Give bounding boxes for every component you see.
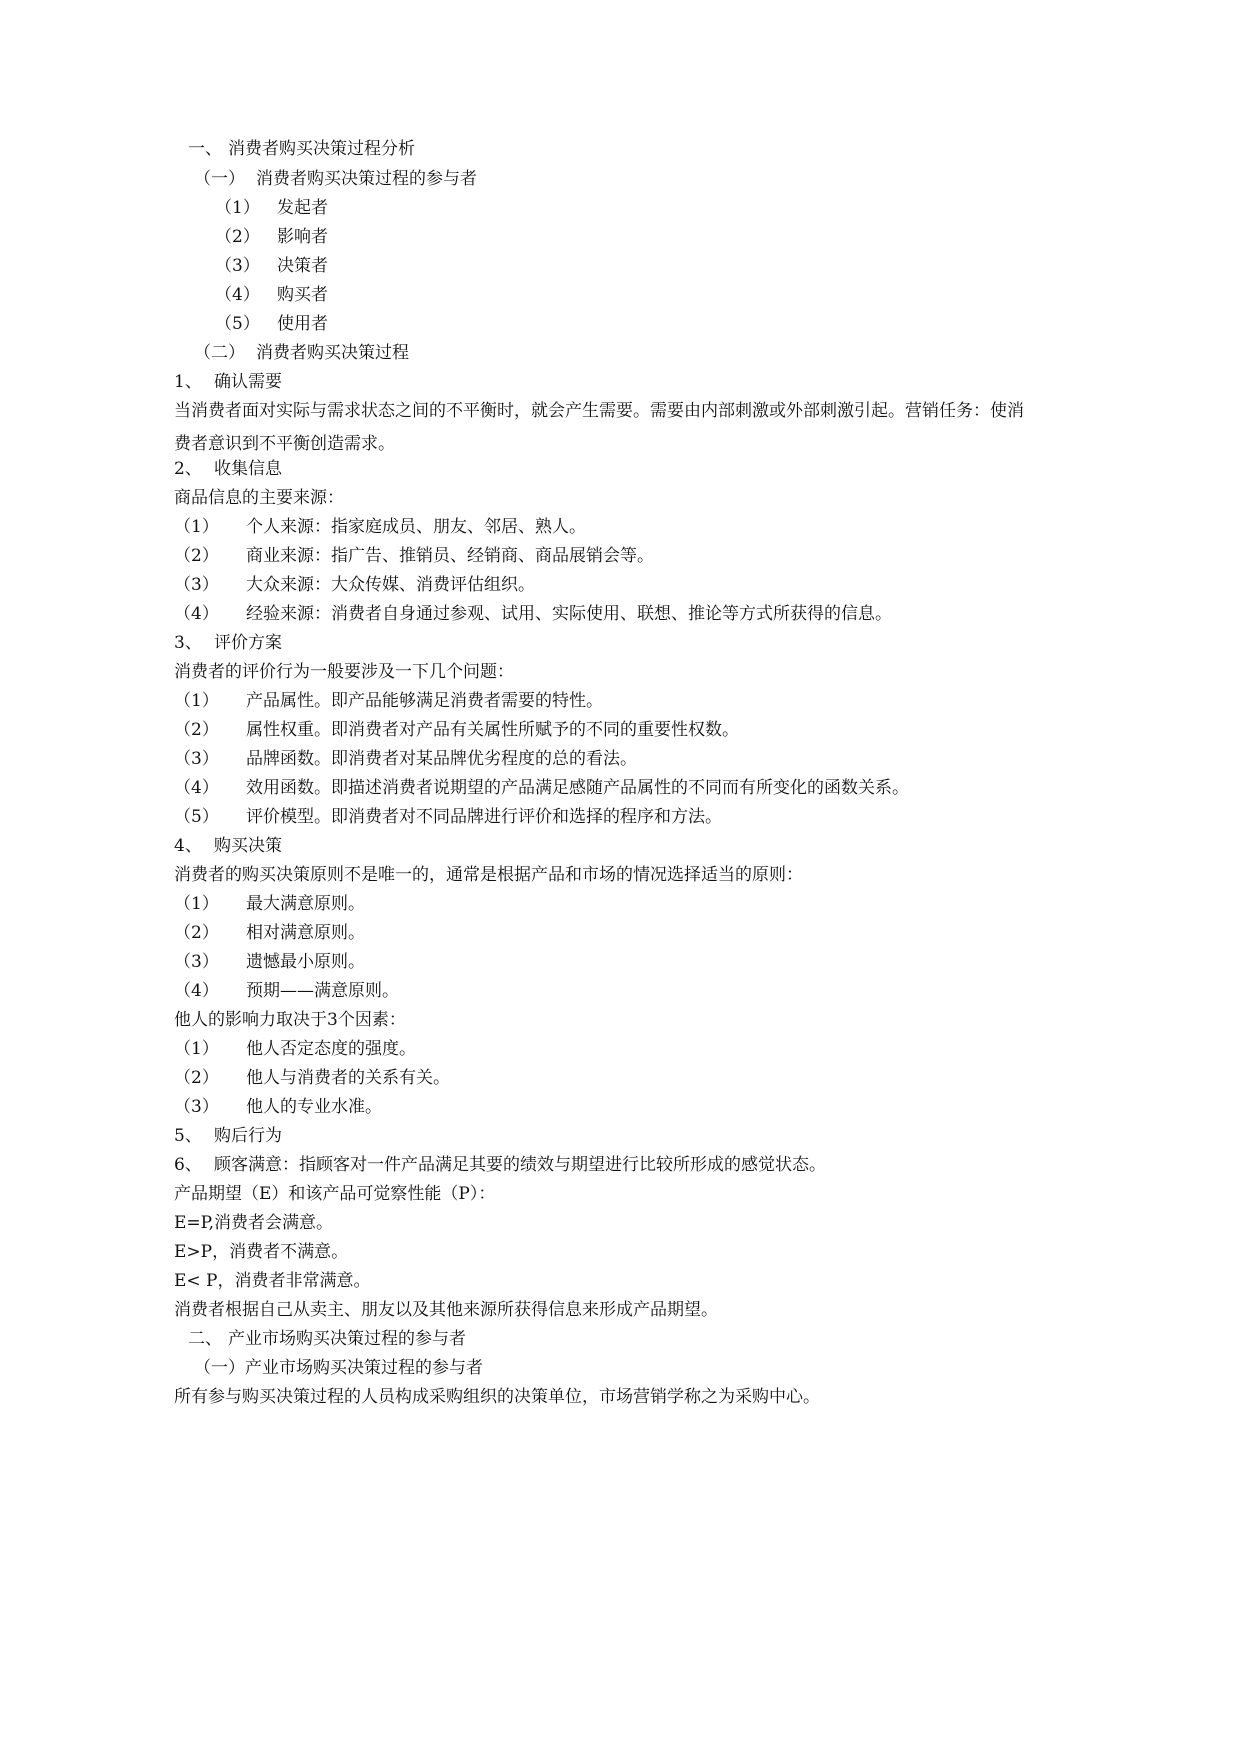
list-marker: 3、 bbox=[174, 633, 202, 653]
section-heading bbox=[188, 1328, 466, 1350]
list-marker: （4） bbox=[174, 778, 219, 798]
paragraph: 商品信息的主要来源： bbox=[174, 488, 344, 508]
list-item bbox=[174, 777, 909, 799]
heading-text: 消费者购买决策过程的参与者 bbox=[256, 169, 477, 189]
list-marker: （1） bbox=[174, 691, 219, 711]
list-text: 效用函数。即描述消费者说期望的产品满足感随产品属性的不同而有所变化的函数关系。 bbox=[246, 778, 909, 798]
heading-text: 消费者购买决策过程分析 bbox=[228, 139, 415, 159]
list-item bbox=[174, 922, 365, 944]
list-text: 评价模型。即消费者对不同品牌进行评价和选择的程序和方法。 bbox=[246, 807, 722, 827]
list-marker: （1） bbox=[174, 517, 219, 537]
list-marker: （1） bbox=[174, 894, 219, 914]
list-marker: （5） bbox=[215, 314, 260, 334]
paragraph: 产品期望（E）和该产品可觉察性能（P）： bbox=[174, 1184, 496, 1204]
list-marker: （3） bbox=[174, 952, 219, 972]
heading-text: 消费者购买决策过程 bbox=[256, 343, 409, 363]
list-item bbox=[174, 748, 637, 770]
list-text: 他人的专业水准。 bbox=[246, 1097, 382, 1117]
paragraph: E< P，消费者非常满意。 bbox=[174, 1271, 371, 1291]
heading-text: 收集信息 bbox=[214, 459, 282, 479]
list-marker: （4） bbox=[174, 981, 219, 1001]
list-text: 他人与消费者的关系有关。 bbox=[246, 1068, 450, 1088]
list-item bbox=[174, 1038, 416, 1060]
list-marker: （1） bbox=[174, 1039, 219, 1059]
list-item bbox=[174, 893, 365, 915]
list-item bbox=[215, 255, 328, 277]
list-text: 决策者 bbox=[277, 256, 328, 276]
list-marker: 4、 bbox=[174, 836, 202, 856]
list-marker: （3） bbox=[174, 575, 219, 595]
list-marker: （5） bbox=[174, 807, 219, 827]
paragraph: E>P，消费者不满意。 bbox=[174, 1242, 349, 1262]
list-marker: （2） bbox=[174, 923, 219, 943]
list-marker: （4） bbox=[174, 604, 219, 624]
step-heading bbox=[174, 1125, 282, 1147]
list-item bbox=[174, 719, 739, 741]
list-text: 预期——满意原则。 bbox=[246, 981, 399, 1001]
list-marker: （4） bbox=[215, 285, 260, 305]
list-item bbox=[174, 951, 365, 973]
list-marker: （2） bbox=[174, 1068, 219, 1088]
list-item bbox=[174, 545, 654, 567]
step-heading bbox=[174, 371, 282, 393]
step-heading bbox=[174, 632, 282, 654]
list-item bbox=[174, 980, 399, 1002]
list-text: 遗憾最小原则。 bbox=[246, 952, 365, 972]
list-text: 产品属性。即产品能够满足消费者需要的特性。 bbox=[246, 691, 603, 711]
heading-text: 评价方案 bbox=[214, 633, 282, 653]
list-item bbox=[174, 603, 892, 625]
list-item bbox=[174, 1096, 382, 1118]
paragraph: E=P,消费者会满意。 bbox=[174, 1213, 334, 1233]
list-item bbox=[174, 806, 722, 828]
list-marker: 二、 bbox=[188, 1329, 222, 1349]
list-text: 大众来源：大众传媒、消费评估组织。 bbox=[246, 575, 535, 595]
subsection-heading bbox=[194, 168, 477, 190]
list-item bbox=[174, 690, 603, 712]
list-item bbox=[215, 313, 328, 335]
list-text: 商业来源：指广告、推销员、经销商、商品展销会等。 bbox=[246, 546, 654, 566]
paragraph: 消费者根据自己从卖主、朋友以及其他来源所获得信息来形成产品期望。 bbox=[174, 1300, 718, 1320]
list-text: 经验来源：消费者自身通过参观、试用、实际使用、联想、推论等方式所获得的信息。 bbox=[246, 604, 892, 624]
subsection-heading: （一）产业市场购买决策过程的参与者 bbox=[194, 1358, 483, 1378]
subsection-heading bbox=[194, 342, 409, 364]
paragraph: 当消费者面对实际与需求状态之间的不平衡时，就会产生需要。需要由内部刺激或外部刺激引起。营销任务：使消费者意识到不平衡创造需求。 bbox=[174, 401, 1024, 454]
heading-text: 产业市场购买决策过程的参与者 bbox=[228, 1329, 466, 1349]
list-marker: 2、 bbox=[174, 459, 202, 479]
list-item bbox=[215, 284, 328, 306]
list-marker: （2） bbox=[174, 546, 219, 566]
list-item bbox=[215, 226, 328, 248]
list-item bbox=[174, 516, 586, 538]
list-text: 属性权重。即消费者对产品有关属性所赋予的不同的重要性权数。 bbox=[246, 720, 739, 740]
paragraph: 消费者的评价行为一般要涉及一下几个问题： bbox=[174, 662, 514, 682]
list-text: 个人来源：指家庭成员、朋友、邻居、熟人。 bbox=[246, 517, 586, 537]
paragraph: 所有参与购买决策过程的人员构成采购组织的决策单位，市场营销学称之为采购中心。 bbox=[174, 1387, 820, 1407]
list-marker: （1） bbox=[215, 198, 260, 218]
list-text: 最大满意原则。 bbox=[246, 894, 365, 914]
list-item bbox=[215, 197, 328, 219]
list-marker: 一、 bbox=[188, 139, 222, 159]
paragraph: 消费者的购买决策原则不是唯一的，通常是根据产品和市场的情况选择适当的原则： bbox=[174, 865, 803, 885]
list-marker: （2） bbox=[215, 227, 260, 247]
list-text: 相对满意原则。 bbox=[246, 923, 365, 943]
heading-text: 确认需要 bbox=[214, 372, 282, 392]
list-text: 他人否定态度的强度。 bbox=[246, 1039, 416, 1059]
step-heading bbox=[174, 1154, 826, 1176]
list-text: 品牌函数。即消费者对某品牌优劣程度的总的看法。 bbox=[246, 749, 637, 769]
list-marker: 1、 bbox=[174, 372, 202, 392]
list-text: 购买者 bbox=[277, 285, 328, 305]
section-heading bbox=[188, 138, 415, 160]
step-heading bbox=[174, 835, 282, 857]
list-marker: （一） bbox=[194, 169, 245, 189]
list-marker: （二） bbox=[194, 343, 245, 363]
heading-text: 购买决策 bbox=[214, 836, 282, 856]
list-marker: 5、 bbox=[174, 1126, 202, 1146]
list-item bbox=[174, 1067, 450, 1089]
list-text: 影响者 bbox=[277, 227, 328, 247]
paragraph: 他人的影响力取决于3个因素： bbox=[174, 1010, 406, 1030]
list-marker: （2） bbox=[174, 720, 219, 740]
heading-text: 购后行为 bbox=[214, 1126, 282, 1146]
list-text: 使用者 bbox=[277, 314, 328, 334]
step-heading bbox=[174, 458, 282, 480]
list-marker: 6、 bbox=[174, 1155, 202, 1175]
list-item bbox=[174, 574, 535, 596]
list-text: 发起者 bbox=[277, 198, 328, 218]
list-marker: （3） bbox=[174, 749, 219, 769]
list-marker: （3） bbox=[174, 1097, 219, 1117]
list-marker: （3） bbox=[215, 256, 260, 276]
heading-text: 顾客满意：指顾客对一件产品满足其要的绩效与期望进行比较所形成的感觉状态。 bbox=[214, 1155, 826, 1175]
